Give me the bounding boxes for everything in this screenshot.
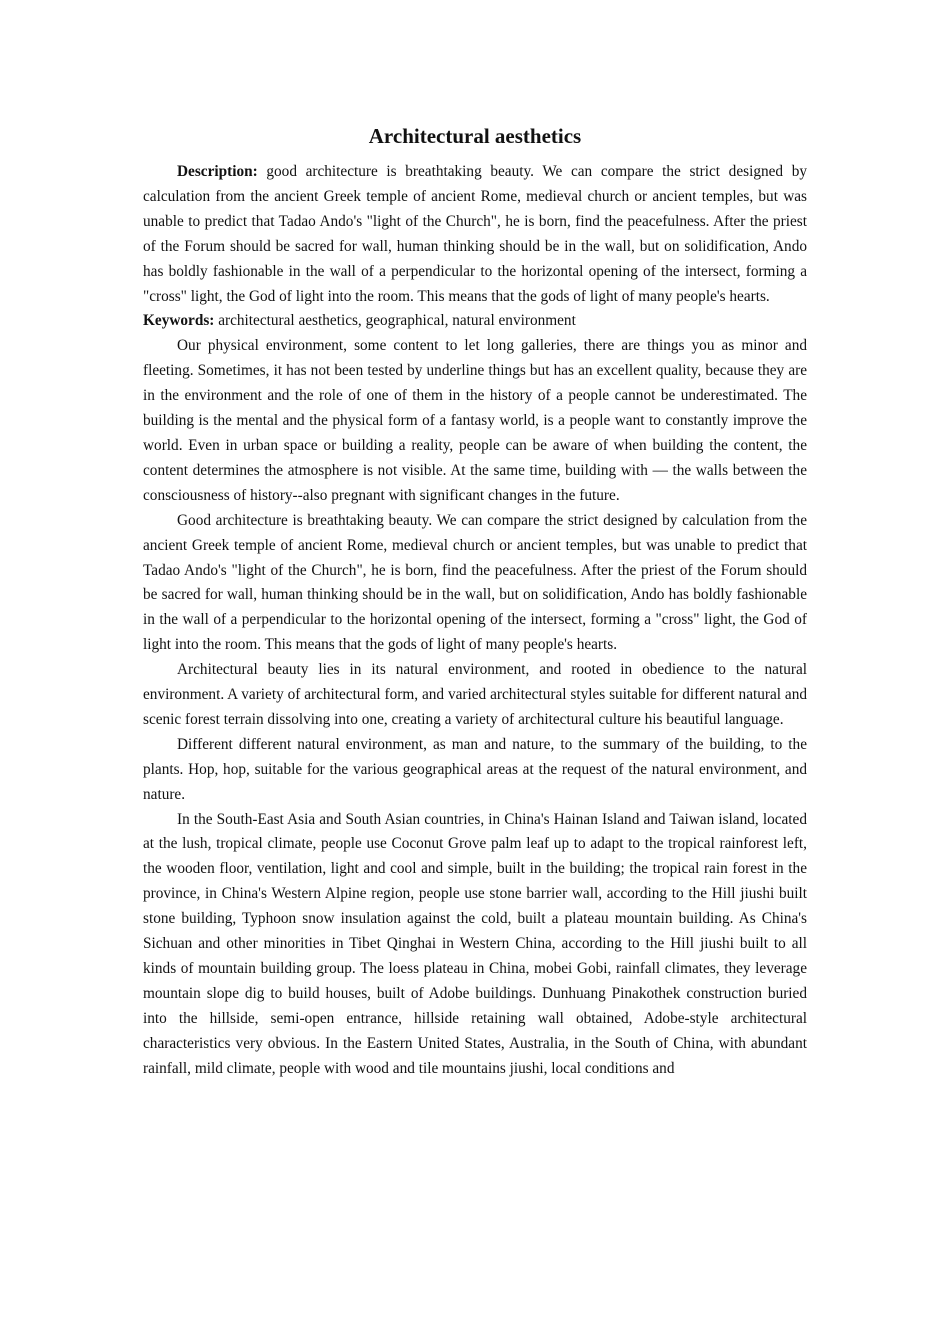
body-paragraph: Good architecture is breathtaking beauty. We can compare the strict designed by calculation from the ancient Greek temple of ancient Rome, medieval church or ancient temples, but was unable to predict that Tadao Ando's "light of the Church", he is born, find the peacefulness. After the priest of the Forum should be sacred for wall, human thinking should be in the wall, but on solidification, Ando has boldly fashionable in the wall of a perpendicular to the horizontal opening of the intersect, forming a "cross" light, the God of light into the room. This means that the gods of light of many people's hearts. [143,511,807,654]
keywords-text: architectural aesthetics, geographical, natural environment [214,312,576,330]
body-paragraph: Our physical environment, some content to let long galleries, there are things you as minor and fleeting. Sometimes, it has not been tested by underline things but has an excellent quality, because they are in the environment and the role of one of them in the history of a people cannot be underestimated. The building is the mental and the physical form of a fantasy world, is a people want to constantly improve the world. Even in urban space or building a reality, people can be aware of when building the content, the content determines the atmosphere is not visible. At the same time, building with — the walls between the consciousness of history--also pregnant with significant changes in the future. [143,337,807,504]
keywords-line [143,309,807,334]
body-paragraph: Architectural beauty lies in its natural environment, and rooted in obedience to the natural environment. A variety of architectural form, and varied architectural styles suitable for different natural and scenic forest terrain dissolving into one, creating a variety of architectural culture his beautiful language. [143,661,807,728]
document-title: Architectural aesthetics [368,124,582,148]
body-paragraph: Different different natural environment, as man and nature, to the summary of the building, to the plants. Hop, hop, suitable for the various geographical areas at the request of the natural environment, and nature. [143,735,807,803]
document-page [143,120,807,1082]
abstract-description [143,160,807,309]
description-text: good architecture is breathtaking beauty. We can compare the strict designed by calculation from the ancient Greek temple of ancient Rome, medieval church or ancient temples, but was unable to predict that Tadao Ando's "light of the Church", he is born, find the peacefulness. After the priest of the Forum should be sacred for wall, human thinking should be in the wall, but on solidification, Ando has boldly fashionable in the wall of a perpendicular to the horizontal opening of the intersect, forming a "cross" light, the God of light into the room. This means that the gods of light of many people's hearts. [143,163,807,305]
body-paragraph: In the South-East Asia and South Asian countries, in China's Hainan Island and Taiwan island, located at the lush, tropical climate, people use Coconut Grove palm leaf up to adapt to the tropical rainforest left, the wooden floor, ventilation, light and cool and simple, built in the building; the tropical rain forest in the province, in China's Western Alpine region, people use stone barrier wall, according to the Hill jiushi built stone building, Typhoon snow insulation against the cold, built a plateau mountain building. As China's Sichuan and other minorities in Tibet Qinghai in Western China, according to the Hill jiushi built to all kinds of mountain building group. The loess plateau in China, mobei Gobi, rainfall climates, they leverage mountain slope dig to build houses, built of Adobe buildings. Dunhuang Pinakothek construction buried into the hillside, semi-open entrance, hillside retaining wall obtained, Adobe-style architectural characteristics very obvious. In the Eastern United States, Australia, in the South of China, with abundant rainfall, mild climate, people with wood and tile mountains jiushi, local conditions and [143,810,807,1077]
description-label: Description: [177,163,258,180]
keywords-label: Keywords: [143,312,215,330]
